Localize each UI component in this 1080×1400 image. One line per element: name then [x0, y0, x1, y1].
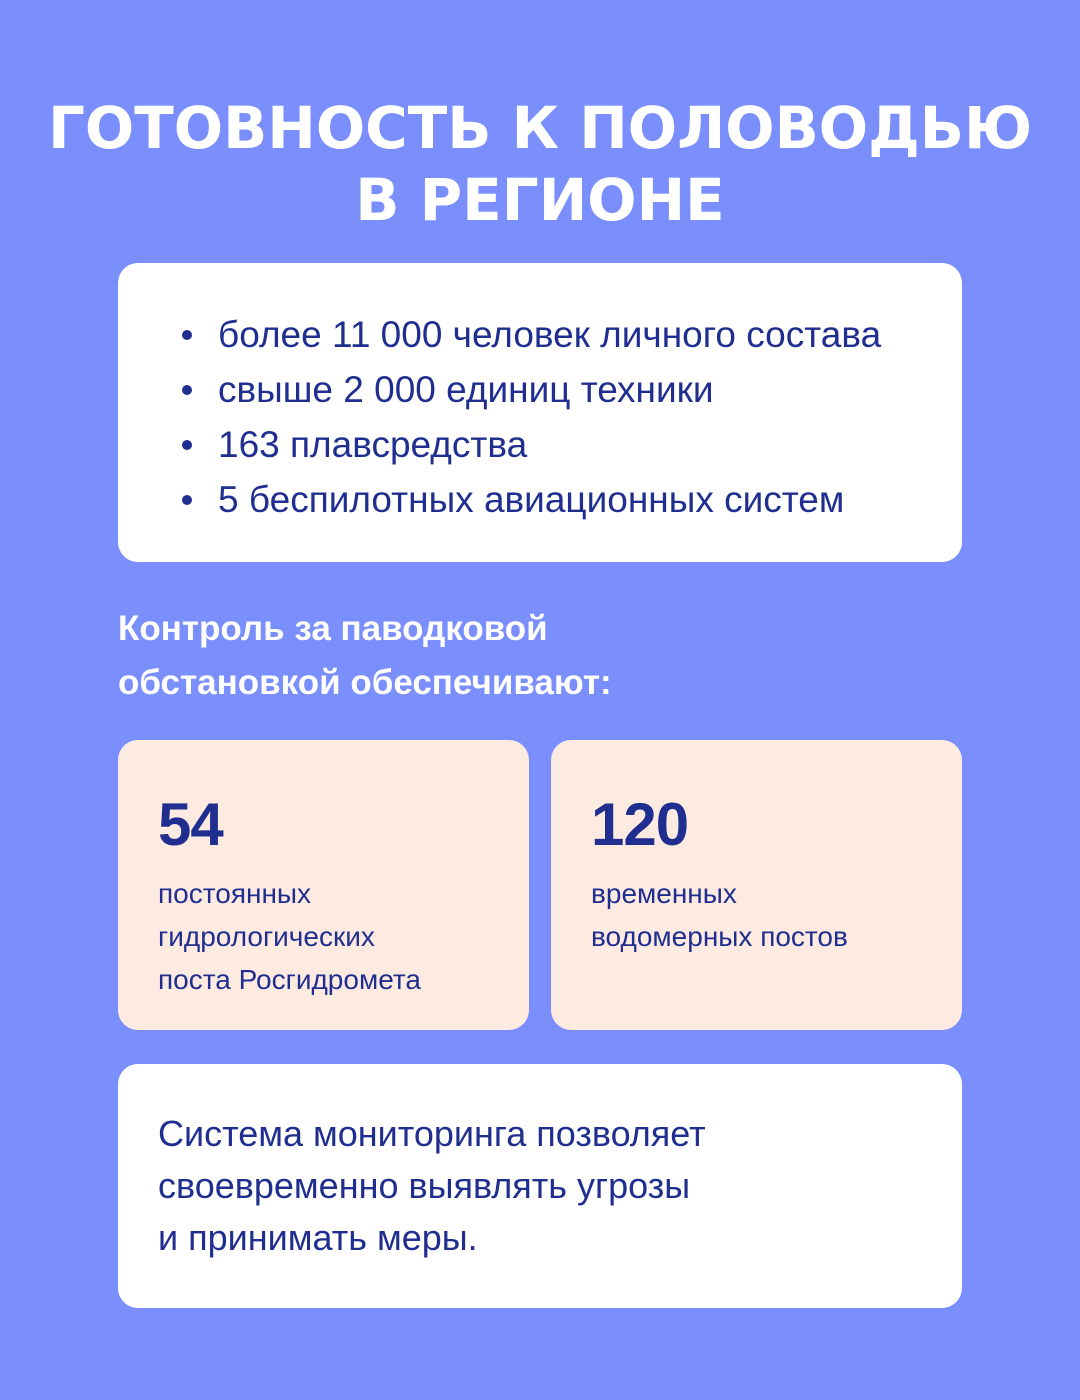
list-item [218, 472, 962, 527]
monitoring-note-text [158, 1108, 962, 1264]
page-title-line-1: ГОТОВНОСТЬ К ПОЛОВОДЬЮ [47, 94, 1033, 162]
metric-card-temporary-posts [551, 740, 962, 1030]
page-title-line-2: В РЕГИОНЕ [355, 166, 725, 234]
bullet-dot-icon [182, 495, 192, 505]
list-item [218, 307, 962, 362]
bullet-dot-icon [182, 385, 192, 395]
metric-description-line: постоянных [158, 878, 312, 909]
metric-description-line: временных [591, 878, 737, 909]
monitoring-heading-line-2: обстановкой обеспечивают: [118, 663, 612, 702]
monitoring-note-card [118, 1064, 962, 1308]
monitoring-heading [118, 602, 612, 710]
resources-card [118, 263, 962, 562]
resource-text: 163 плавсредства [218, 424, 528, 465]
resource-text: свыше 2 000 единиц техники [218, 369, 714, 410]
metric-card-permanent-posts [118, 740, 529, 1030]
resource-text: более 11 000 человек личного состава [218, 314, 882, 355]
list-item [218, 417, 962, 472]
metric-description-line: водомерных постов [591, 921, 848, 952]
metric-value: 54 [158, 791, 223, 858]
bullet-dot-icon [182, 330, 192, 340]
bullet-dot-icon [182, 440, 192, 450]
monitoring-heading-line-1: Контроль за паводковой [118, 609, 548, 648]
metric-description [591, 872, 962, 958]
metric-description-line: поста Росгидромета [158, 964, 421, 995]
page-title [0, 92, 1080, 236]
metric-value: 120 [591, 791, 689, 858]
metric-description-line: гидрологических [158, 921, 375, 952]
resource-text: 5 беспилотных авиационных систем [218, 479, 845, 520]
note-line: своевременно выявлять угрозы [158, 1165, 691, 1206]
note-line: Система мониторинга позволяет [158, 1113, 706, 1154]
resources-list [218, 307, 962, 527]
list-item [218, 362, 962, 417]
metric-description [158, 872, 529, 1001]
note-line: и принимать меры. [158, 1217, 478, 1258]
